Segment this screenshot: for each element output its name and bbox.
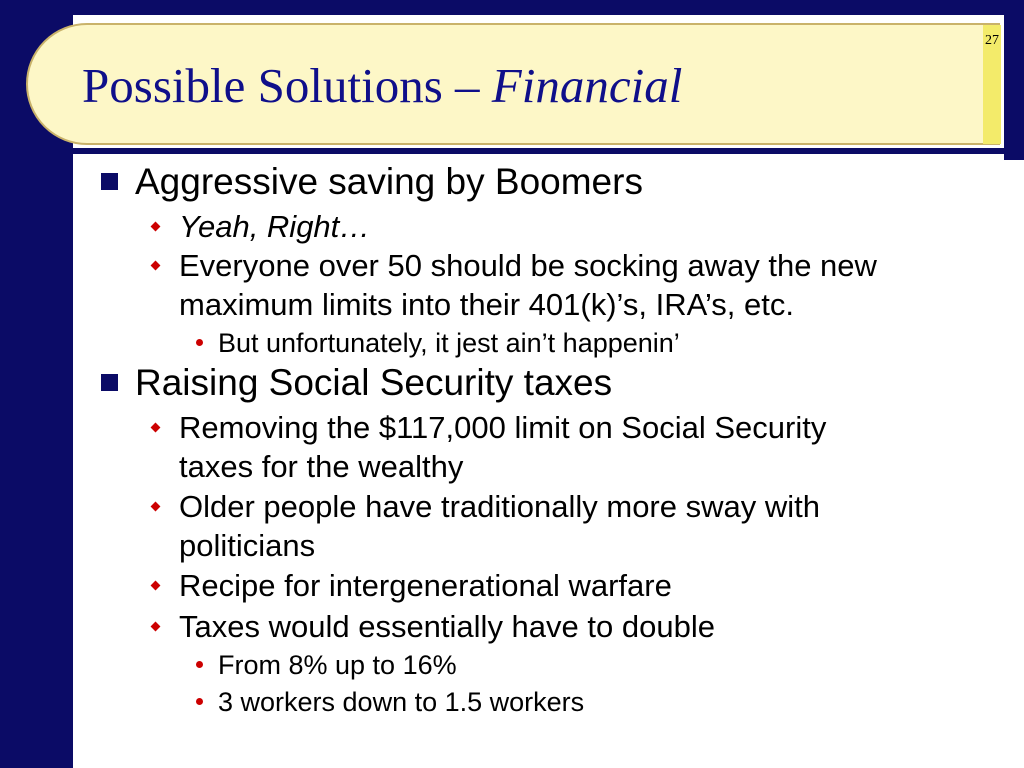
bullet-l2-older-line1: Older people have traditionally more sway with xyxy=(179,489,820,524)
bullet-l2-everyone-line2: maximum limits into their 401(k)’s, IRA’s, etc. xyxy=(179,287,794,322)
bullet-l2-removing-line1: Removing the $117,000 limit on Social Security xyxy=(179,410,827,445)
dot-bullet-icon xyxy=(196,698,203,705)
diamond-bullet-icon xyxy=(151,502,161,512)
bullet-l3-unfortunately: But unfortunately, it jest ain’t happenin’ xyxy=(218,328,680,358)
bullet-l1-saving: Aggressive saving by Boomers xyxy=(135,161,643,202)
dot-bullet-icon xyxy=(196,339,203,346)
bullet-l1-raising-taxes: Raising Social Security taxes xyxy=(135,362,613,403)
bullet-l2-taxes-double: Taxes would essentially have to double xyxy=(179,609,715,644)
square-bullet-icon xyxy=(101,374,118,391)
slide-title-main: Possible Solutions – xyxy=(82,58,492,113)
slide-title-emphasis: Financial xyxy=(491,58,683,113)
diamond-bullet-icon xyxy=(151,581,161,591)
diamond-bullet-icon xyxy=(151,622,161,632)
diamond-bullet-icon xyxy=(151,261,161,271)
dot-bullet-icon xyxy=(196,661,203,668)
bullet-l2-older-line2: politicians xyxy=(179,528,316,563)
bullet-l3-eight-to-sixteen: From 8% up to 16% xyxy=(218,650,457,680)
diamond-bullet-icon xyxy=(151,423,161,433)
bullet-l2-recipe: Recipe for intergenerational warfare xyxy=(179,568,672,603)
square-bullet-icon xyxy=(101,173,118,190)
bullet-l2-removing-line2: taxes for the wealthy xyxy=(179,449,464,484)
slide-number: 27 xyxy=(985,33,999,48)
bullet-l2-everyone-line1: Everyone over 50 should be socking away the new xyxy=(179,248,877,283)
bullet-l3-workers: 3 workers down to 1.5 workers xyxy=(218,687,585,717)
bullet-l2-yeah-right: Yeah, Right… xyxy=(179,209,371,244)
diamond-bullet-icon xyxy=(151,222,161,232)
